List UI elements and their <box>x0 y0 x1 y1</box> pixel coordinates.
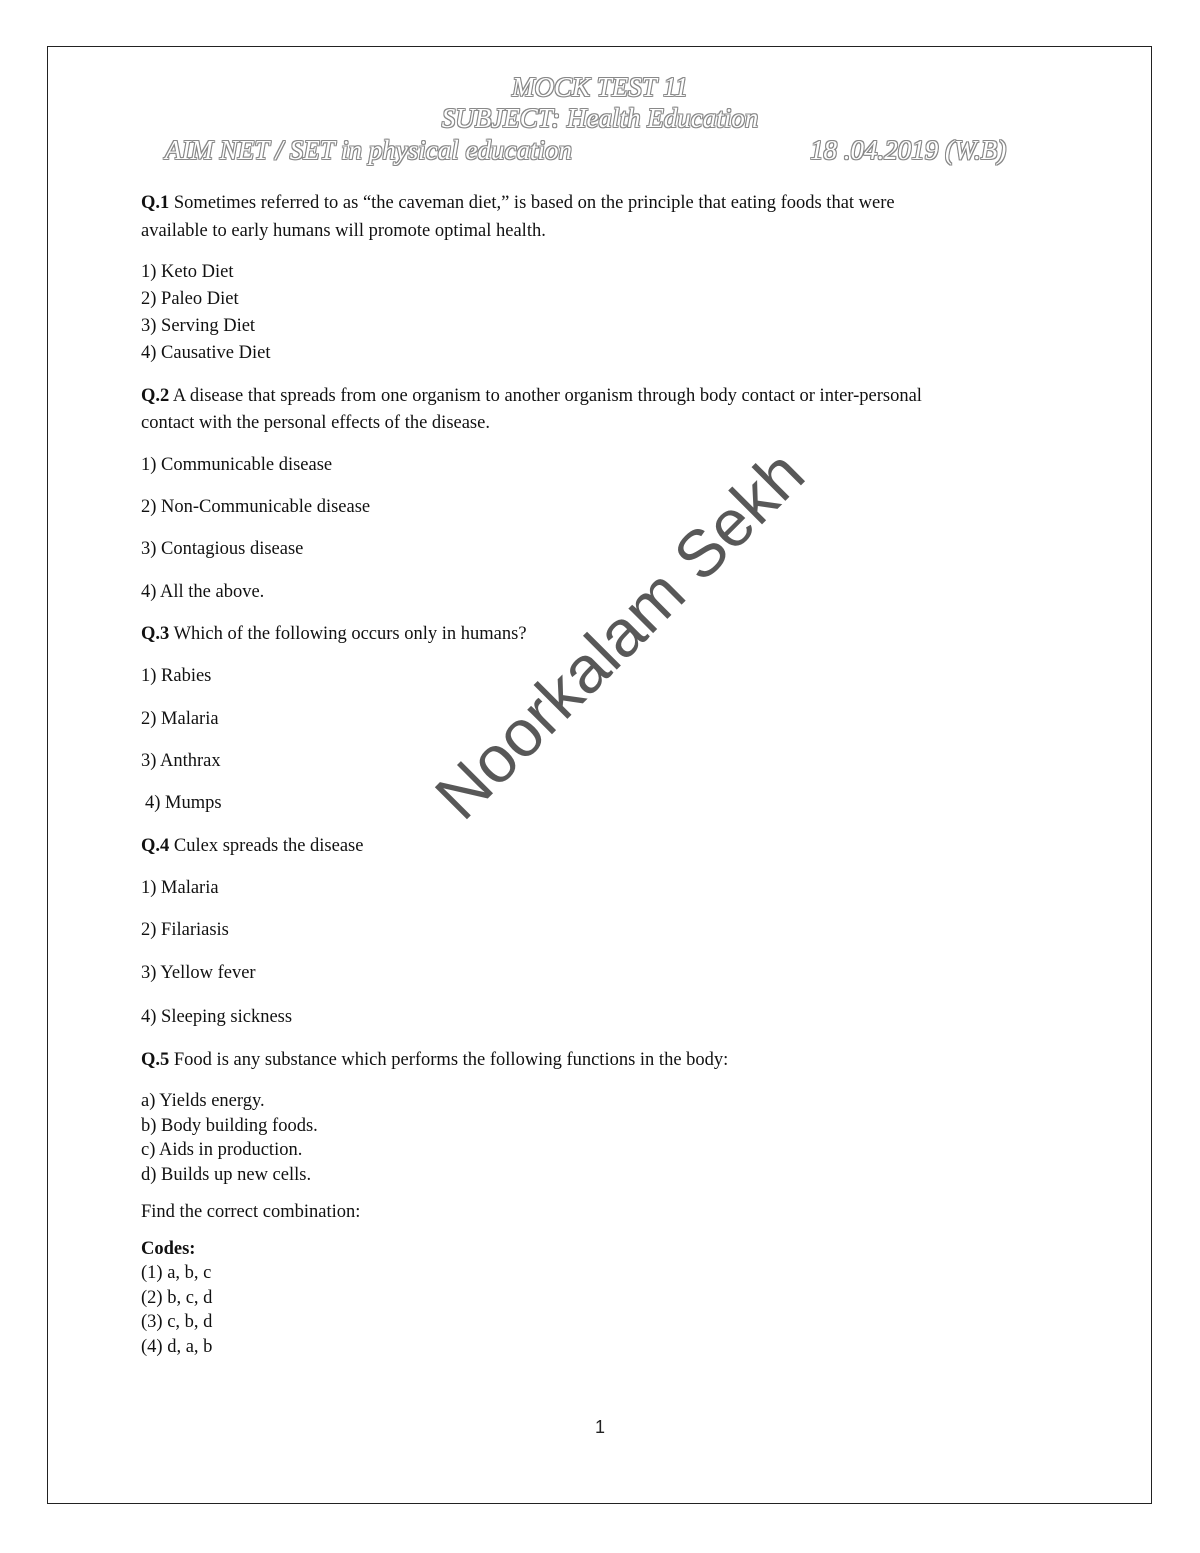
option: 2) Paleo Diet <box>141 289 239 309</box>
question-5 <box>141 1050 728 1071</box>
question-4 <box>141 836 363 857</box>
option: 1) Rabies <box>141 666 212 686</box>
question-text: Culex spreads the disease <box>173 836 364 856</box>
option: 2) Non-Communicable disease <box>141 497 371 517</box>
watermark-text: Noorkalam Sekh <box>420 435 819 834</box>
question-3 <box>141 624 527 645</box>
question-number: Q.1 <box>141 193 170 213</box>
option: 3) Anthrax <box>141 751 221 771</box>
code-option: (2) b, c, d <box>141 1288 213 1308</box>
instruction: Find the correct combination: <box>141 1202 361 1222</box>
option: 1) Communicable disease <box>141 455 333 475</box>
option: 4) Causative Diet <box>141 343 271 363</box>
question-text: A disease that spreads from one organism to another organism through body contact or inter-personal <box>172 386 922 406</box>
question-text: Food is any substance which performs the following functions in the body: <box>173 1050 729 1070</box>
option: 4) Mumps <box>145 793 222 813</box>
question-number: Q.5 <box>141 1050 170 1070</box>
statement: b) Body building foods. <box>141 1116 318 1136</box>
question-text-cont: available to early humans will promote optimal health. <box>141 221 546 241</box>
code-option: (3) c, b, d <box>141 1312 213 1332</box>
subject-title: SUBJECT: Health Education <box>441 103 759 133</box>
test-title: MOCK TEST 11 <box>511 72 689 102</box>
option: 4) Sleeping sickness <box>141 1007 293 1027</box>
option: 1) Keto Diet <box>141 262 234 282</box>
option: 3) Yellow fever <box>141 963 256 983</box>
option: 3) Serving Diet <box>141 316 256 336</box>
code-option: (1) a, b, c <box>141 1263 212 1283</box>
statement: a) Yields energy. <box>141 1091 265 1111</box>
option: 2) Filariasis <box>141 920 229 940</box>
statement: c) Aids in production. <box>141 1140 303 1160</box>
question-2 <box>141 386 922 407</box>
option: 4) All the above. <box>141 582 265 602</box>
question-text-cont: contact with the personal effects of the disease. <box>141 413 490 433</box>
question-number: Q.4 <box>141 836 170 856</box>
codes-label: Codes: <box>141 1239 196 1259</box>
option: 3) Contagious disease <box>141 539 304 559</box>
date-line: 18 .04.2019 (W.B) <box>810 135 1007 165</box>
statement: d) Builds up new cells. <box>141 1165 312 1185</box>
question-number: Q.2 <box>141 386 170 406</box>
aim-line: AIM NET / SET in physical education <box>165 135 572 165</box>
question-text: Which of the following occurs only in humans? <box>173 624 527 644</box>
question-text: Sometimes referred to as “the caveman diet,” is based on the principle that eating foods that were <box>173 193 895 213</box>
option: 1) Malaria <box>141 878 219 898</box>
code-option: (4) d, a, b <box>141 1337 213 1357</box>
page-number: 1 <box>594 1417 605 1437</box>
option: 2) Malaria <box>141 709 219 729</box>
question-number: Q.3 <box>141 624 170 644</box>
question-1 <box>141 193 895 214</box>
